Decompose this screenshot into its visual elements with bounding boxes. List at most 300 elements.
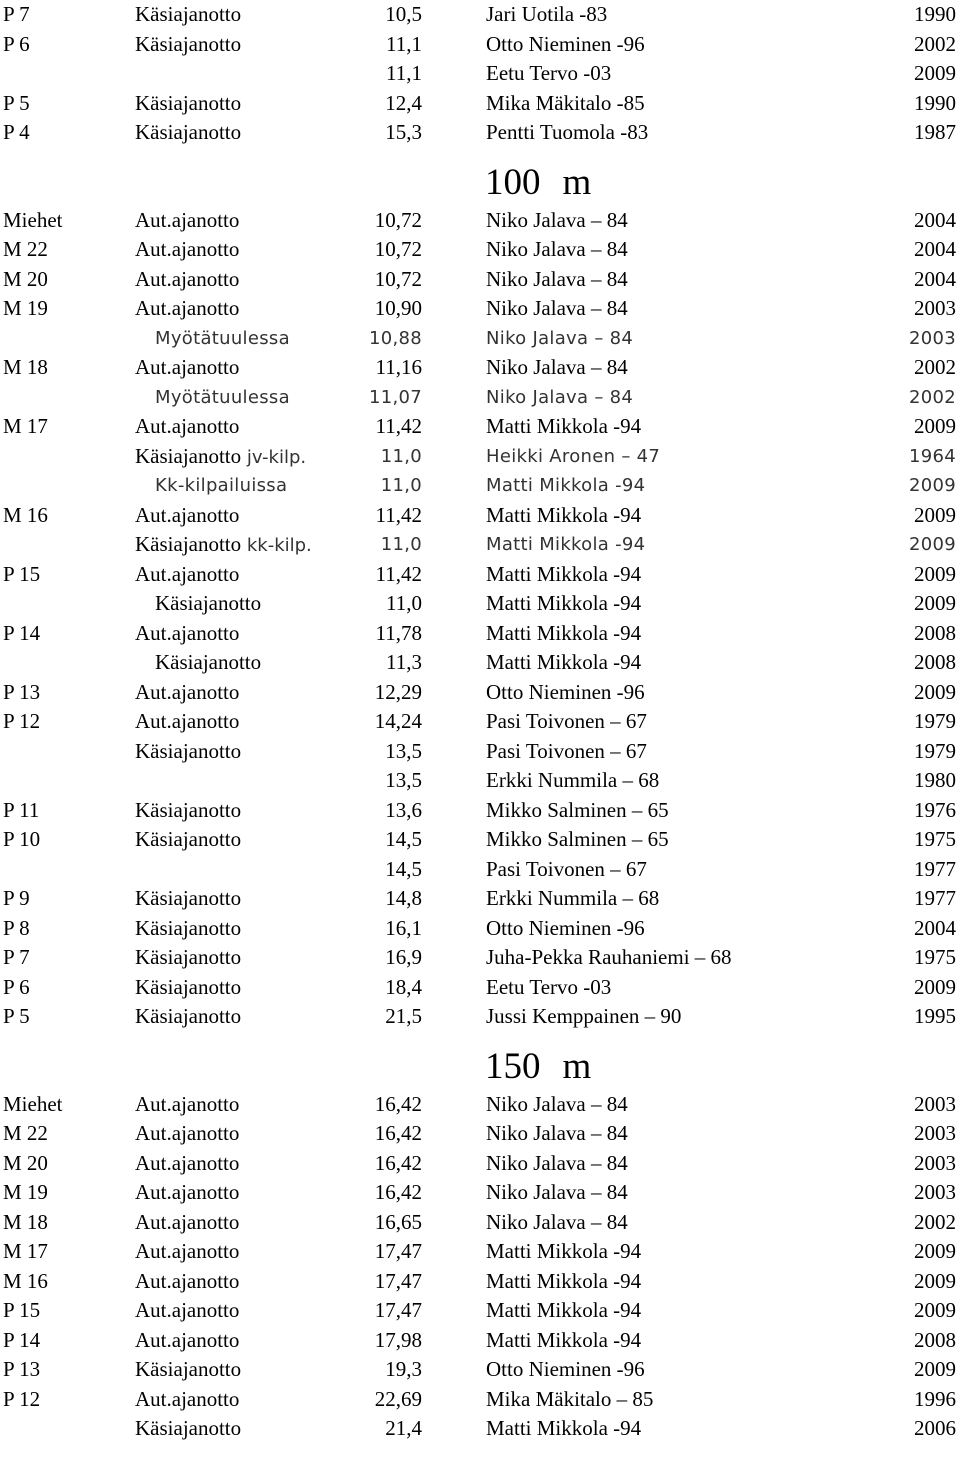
section-heading <box>0 1032 960 1090</box>
timing-method <box>135 206 239 236</box>
timing-method-label: Aut.ajanotto <box>135 296 240 320</box>
record-row <box>0 560 960 590</box>
record-row <box>0 294 960 324</box>
record-year: 2009 <box>914 1239 956 1263</box>
athlete-name: Erkki Nummila – 68 <box>486 768 660 792</box>
timing-method <box>135 1208 239 1238</box>
record-result: 21,5 <box>385 1004 422 1028</box>
athlete-name: Niko Jalava – 84 <box>486 207 628 232</box>
timing-method-label: Käsiajanotto <box>135 1416 242 1440</box>
record-year: 2004 <box>914 915 956 940</box>
timing-method <box>135 1326 239 1356</box>
record-result: 10,5 <box>385 2 422 26</box>
athlete-name: Matti Mikkola -94 <box>486 591 642 615</box>
timing-method-label: Aut.ajanotto <box>135 355 240 379</box>
age-class: P 12 <box>3 1386 41 1411</box>
record-row <box>0 206 960 236</box>
timing-method-label: Aut.ajanotto <box>135 414 240 438</box>
timing-method <box>135 442 306 473</box>
record-result: 14,5 <box>385 856 422 881</box>
timing-method-label: Käsiajanotto <box>135 2 242 26</box>
timing-method-label: Käsiajanotto <box>155 650 262 674</box>
athlete-name: Matti Mikkola -94 <box>486 620 642 645</box>
record-year: 2006 <box>914 1416 956 1440</box>
timing-method <box>135 0 241 30</box>
record-result: 13,5 <box>385 738 422 763</box>
athlete-name: Niko Jalava – 84 <box>486 355 628 379</box>
timing-method <box>135 412 239 442</box>
record-year: 2009 <box>908 534 956 555</box>
record-result: 12,4 <box>385 90 422 115</box>
record-result: 10,88 <box>368 327 422 349</box>
age-class: P 9 <box>3 886 30 910</box>
timing-method <box>135 619 239 649</box>
record-result: 11,16 <box>375 355 422 379</box>
record-row <box>0 678 960 708</box>
record-result: 11,42 <box>375 502 422 527</box>
record-result: 16,1 <box>385 915 422 940</box>
record-year: 2003 <box>908 327 956 349</box>
record-row <box>0 383 960 413</box>
athlete-name: Otto Nieminen -96 <box>486 1357 645 1381</box>
timing-method-label: Aut.ajanotto <box>135 237 240 261</box>
record-row <box>0 412 960 442</box>
record-row <box>0 324 960 354</box>
timing-method <box>135 678 239 708</box>
record-row <box>0 89 960 119</box>
record-row <box>0 471 960 501</box>
timing-method <box>155 471 287 501</box>
record-year: 2002 <box>908 386 956 408</box>
timing-method <box>135 884 241 914</box>
record-row <box>0 0 960 30</box>
record-row <box>0 1267 960 1297</box>
record-result: 10,72 <box>374 237 422 261</box>
record-row <box>0 796 960 826</box>
timing-method <box>135 560 239 590</box>
record-year: 2009 <box>914 414 956 438</box>
record-row <box>0 1002 960 1032</box>
timing-method-label: Aut.ajanotto <box>135 1386 240 1411</box>
timing-method <box>135 1178 239 1208</box>
record-year: 1977 <box>914 886 956 910</box>
heading-unit: m <box>562 1045 592 1087</box>
record-row <box>0 884 960 914</box>
age-class: P 13 <box>3 679 41 704</box>
timing-method <box>135 1267 239 1297</box>
age-class: M 18 <box>3 1209 48 1234</box>
timing-method <box>155 589 261 619</box>
record-result: 11,42 <box>375 561 422 586</box>
record-row <box>0 530 960 560</box>
athlete-name: Matti Mikkola -94 <box>486 1416 642 1440</box>
record-year: 2004 <box>914 207 956 232</box>
record-result: 11,42 <box>375 414 422 438</box>
timing-method-label: Aut.ajanotto <box>135 561 240 586</box>
age-class: P 7 <box>3 2 30 26</box>
record-result: 16,65 <box>374 1209 422 1234</box>
age-class: M 20 <box>3 266 48 291</box>
athlete-name: Mikko Salminen – 65 <box>486 797 669 822</box>
record-year: 2008 <box>914 650 956 674</box>
timing-method <box>135 1296 239 1326</box>
timing-method-label: Aut.ajanotto <box>135 1209 240 1234</box>
record-result: 16,42 <box>374 1091 422 1116</box>
timing-method-label: Käsiajanotto <box>135 886 242 910</box>
record-result: 17,47 <box>374 1298 422 1322</box>
timing-method <box>135 1414 241 1444</box>
timing-method-note: kk-kilp. <box>241 535 312 556</box>
timing-method <box>135 118 241 148</box>
timing-method <box>135 825 241 855</box>
record-row <box>0 619 960 649</box>
record-year: 1977 <box>914 856 956 881</box>
record-row <box>0 914 960 944</box>
athlete-name: Niko Jalava – 84 <box>486 327 634 349</box>
record-year: 1987 <box>914 120 956 144</box>
record-year: 2008 <box>914 620 956 645</box>
record-row <box>0 1149 960 1179</box>
athlete-name: Niko Jalava – 84 <box>486 1180 628 1204</box>
timing-method-label: Käsiajanotto <box>135 532 242 556</box>
record-result: 11,3 <box>386 650 422 674</box>
timing-method <box>135 265 239 295</box>
heading-unit: m <box>562 161 592 203</box>
timing-method <box>135 1002 241 1032</box>
timing-method-label: Aut.ajanotto <box>135 1268 240 1293</box>
athlete-name: Niko Jalava – 84 <box>486 1150 628 1175</box>
record-result: 13,6 <box>385 797 422 822</box>
timing-method-label: Aut.ajanotto <box>135 502 240 527</box>
timing-method-label: Käsiajanotto <box>135 31 242 56</box>
record-row <box>0 943 960 973</box>
record-result: 13,5 <box>385 768 422 792</box>
athlete-name: Matti Mikkola -94 <box>486 475 646 496</box>
timing-method-label: Käsiajanotto <box>135 827 242 851</box>
record-row <box>0 1414 960 1444</box>
record-result: 11,07 <box>368 386 422 408</box>
athlete-name: Matti Mikkola -94 <box>486 1239 642 1263</box>
record-year: 2008 <box>914 1327 956 1352</box>
age-class: P 14 <box>3 620 41 645</box>
record-year: 2003 <box>914 1091 956 1116</box>
athlete-name: Otto Nieminen -96 <box>486 915 645 940</box>
record-row <box>0 973 960 1003</box>
age-class: P 14 <box>3 1327 41 1352</box>
timing-method <box>135 1385 239 1415</box>
timing-method-label: Käsiajanotto <box>155 591 262 615</box>
timing-method-label: Aut.ajanotto <box>135 1121 240 1145</box>
athlete-name: Mika Mäkitalo – 85 <box>486 1386 654 1411</box>
age-class: P 11 <box>3 797 40 822</box>
athlete-name: Otto Nieminen -96 <box>486 679 645 704</box>
record-year: 2009 <box>914 591 956 615</box>
timing-method <box>135 914 241 944</box>
record-year: 2003 <box>914 1180 956 1204</box>
record-row <box>0 1237 960 1267</box>
record-year: 2009 <box>914 561 956 586</box>
record-row <box>0 737 960 767</box>
timing-method-note: jv-kilp. <box>241 446 307 468</box>
record-year: 2003 <box>914 1150 956 1175</box>
timing-method-label: Myötätuulessa <box>155 327 290 349</box>
timing-method-label: Käsiajanotto <box>135 974 242 999</box>
athlete-name: Pasi Toivonen – 67 <box>486 856 647 881</box>
timing-method <box>155 383 290 413</box>
timing-method <box>135 943 241 973</box>
age-class: P 4 <box>3 120 30 144</box>
record-year: 1975 <box>914 827 956 851</box>
record-year: 1990 <box>914 2 956 26</box>
record-result: 12,29 <box>374 679 422 704</box>
age-class: M 19 <box>3 1180 48 1204</box>
timing-method <box>135 1090 239 1120</box>
timing-method <box>135 235 239 265</box>
record-row <box>0 353 960 383</box>
athlete-name: Jussi Kemppainen – 90 <box>486 1004 682 1028</box>
athlete-name: Jari Uotila -83 <box>486 2 608 26</box>
record-year: 2009 <box>914 61 956 85</box>
athlete-name: Matti Mikkola -94 <box>486 1268 642 1293</box>
timing-method <box>135 707 239 737</box>
timing-method-label: Aut.ajanotto <box>135 709 240 733</box>
age-class: M 22 <box>3 1121 48 1145</box>
athlete-name: Eetu Tervo -03 <box>486 974 612 999</box>
record-year: 2004 <box>914 266 956 291</box>
timing-method-label: Käsiajanotto <box>135 90 242 115</box>
record-result: 11,1 <box>386 31 422 56</box>
timing-method-label: Aut.ajanotto <box>135 266 240 291</box>
athlete-name: Mikko Salminen – 65 <box>486 827 669 851</box>
age-class: P 13 <box>3 1357 41 1381</box>
record-result: 10,72 <box>374 266 422 291</box>
athlete-name: Niko Jalava – 84 <box>486 1091 628 1116</box>
record-row <box>0 59 960 89</box>
age-class: M 17 <box>3 1239 48 1263</box>
age-class: P 7 <box>3 945 30 969</box>
timing-method <box>135 294 239 324</box>
record-result: 11,0 <box>380 445 422 467</box>
record-row <box>0 766 960 796</box>
record-year: 2002 <box>914 31 956 56</box>
timing-method-label: Käsiajanotto <box>135 915 242 940</box>
athlete-name: Eetu Tervo -03 <box>486 61 612 85</box>
record-year: 1979 <box>914 709 956 733</box>
athlete-name: Pentti Tuomola -83 <box>486 120 649 144</box>
record-year: 2004 <box>914 237 956 261</box>
record-row <box>0 855 960 885</box>
age-class: M 19 <box>3 296 48 320</box>
record-row <box>0 1385 960 1415</box>
record-result: 17,98 <box>374 1327 422 1352</box>
athlete-name: Niko Jalava – 84 <box>486 266 628 291</box>
record-row <box>0 825 960 855</box>
record-row <box>0 1178 960 1208</box>
timing-method-label: Käsiajanotto <box>135 1357 242 1381</box>
age-class: P 12 <box>3 709 41 733</box>
record-year: 2003 <box>914 1121 956 1145</box>
age-class: P 6 <box>3 31 30 56</box>
age-class: M 16 <box>3 1268 48 1293</box>
record-result: 16,9 <box>385 945 422 969</box>
age-class: P 6 <box>3 974 30 999</box>
record-year: 2003 <box>914 296 956 320</box>
record-year: 1996 <box>914 1386 956 1411</box>
record-result: 11,1 <box>386 61 422 85</box>
record-year: 1976 <box>914 797 956 822</box>
record-year: 2002 <box>914 355 956 379</box>
timing-method-label: Aut.ajanotto <box>135 620 240 645</box>
timing-method <box>135 737 241 767</box>
age-class: M 16 <box>3 502 48 527</box>
record-result: 16,42 <box>374 1121 422 1145</box>
timing-method-label: Käsiajanotto <box>135 120 242 144</box>
athlete-name: Matti Mikkola -94 <box>486 534 646 555</box>
record-result: 14,5 <box>385 827 422 851</box>
timing-method-label: Käsiajanotto <box>135 945 242 969</box>
record-row <box>0 118 960 148</box>
timing-method <box>135 30 241 60</box>
record-row <box>0 442 960 472</box>
record-result: 18,4 <box>385 974 422 999</box>
record-year: 2009 <box>914 679 956 704</box>
record-row <box>0 1090 960 1120</box>
athlete-name: Matti Mikkola -94 <box>486 502 642 527</box>
age-class: P 10 <box>3 827 41 851</box>
record-result: 16,42 <box>374 1180 422 1204</box>
athlete-name: Niko Jalava – 84 <box>486 296 628 320</box>
record-year: 2009 <box>914 974 956 999</box>
record-year: 2009 <box>908 475 956 496</box>
athlete-name: Niko Jalava – 84 <box>486 386 634 408</box>
athlete-name: Erkki Nummila – 68 <box>486 886 660 910</box>
record-result: 10,72 <box>374 207 422 232</box>
record-row <box>0 589 960 619</box>
age-class: M 22 <box>3 237 48 261</box>
record-result: 17,47 <box>374 1268 422 1293</box>
record-row <box>0 1208 960 1238</box>
athlete-name: Matti Mikkola -94 <box>486 650 642 674</box>
athlete-name: Mika Mäkitalo -85 <box>486 90 645 115</box>
athlete-name: Juha-Pekka Rauhaniemi – 68 <box>486 945 732 969</box>
timing-method <box>135 89 241 119</box>
record-row <box>0 30 960 60</box>
timing-method-label: Aut.ajanotto <box>135 1150 240 1175</box>
timing-method-label: Aut.ajanotto <box>135 1239 240 1263</box>
record-result: 21,4 <box>385 1416 422 1440</box>
athlete-name: Pasi Toivonen – 67 <box>486 709 647 733</box>
record-result: 14,8 <box>385 886 422 910</box>
record-result: 17,47 <box>374 1239 422 1263</box>
record-row <box>0 1355 960 1385</box>
age-class: M 18 <box>3 355 48 379</box>
record-result: 11,0 <box>380 475 422 496</box>
age-class: P 15 <box>3 561 41 586</box>
timing-method-label: Myötätuulessa <box>155 386 290 408</box>
heading-distance: 150 <box>485 1045 541 1087</box>
record-row <box>0 501 960 531</box>
timing-method-label: Käsiajanotto <box>135 738 242 763</box>
record-row <box>0 1326 960 1356</box>
timing-method <box>135 973 241 1003</box>
record-year: 2009 <box>914 1357 956 1381</box>
timing-method <box>135 1119 239 1149</box>
record-year: 1964 <box>908 445 956 467</box>
record-result: 16,42 <box>374 1150 422 1175</box>
athlete-name: Niko Jalava – 84 <box>486 1209 628 1234</box>
age-class: M 17 <box>3 414 48 438</box>
timing-method <box>155 648 261 678</box>
record-year: 1979 <box>914 738 956 763</box>
age-class: M 20 <box>3 1150 48 1175</box>
record-year: 2009 <box>914 1268 956 1293</box>
record-year: 1995 <box>914 1004 956 1028</box>
record-row <box>0 648 960 678</box>
record-row <box>0 707 960 737</box>
athlete-name: Matti Mikkola -94 <box>486 1327 642 1352</box>
record-year: 2002 <box>914 1209 956 1234</box>
timing-method-label: Käsiajanotto <box>135 443 242 468</box>
record-result: 14,24 <box>374 709 422 733</box>
athlete-name: Matti Mikkola -94 <box>486 1298 642 1322</box>
record-year: 2009 <box>914 502 956 527</box>
age-class: P 8 <box>3 915 30 940</box>
age-class: P 5 <box>3 90 30 115</box>
timing-method-label: Kk-kilpailuissa <box>155 475 288 496</box>
record-row <box>0 1119 960 1149</box>
record-result: 10,90 <box>374 296 422 320</box>
section-heading <box>0 148 960 206</box>
heading-distance: 100 <box>485 161 541 203</box>
athlete-name: Matti Mikkola -94 <box>486 414 642 438</box>
record-year: 1975 <box>914 945 956 969</box>
record-result: 15,3 <box>385 120 422 144</box>
timing-method <box>135 1237 239 1267</box>
timing-method-label: Aut.ajanotto <box>135 1180 240 1204</box>
record-year: 1990 <box>914 90 956 115</box>
record-year: 1980 <box>914 768 956 792</box>
age-class: Miehet <box>3 207 63 232</box>
timing-method <box>135 530 312 561</box>
record-result: 11,78 <box>375 620 422 645</box>
timing-method <box>135 353 239 383</box>
timing-method-label: Käsiajanotto <box>135 1004 242 1028</box>
age-class: P 5 <box>3 1004 30 1028</box>
athlete-name: Matti Mikkola -94 <box>486 561 642 586</box>
record-row <box>0 1296 960 1326</box>
timing-method-label: Aut.ajanotto <box>135 1091 240 1116</box>
record-row <box>0 235 960 265</box>
athlete-name: Niko Jalava – 84 <box>486 237 628 261</box>
athlete-name: Pasi Toivonen – 67 <box>486 738 647 763</box>
age-class: P 15 <box>3 1298 41 1322</box>
timing-method <box>135 1149 239 1179</box>
record-result: 11,0 <box>386 591 422 615</box>
timing-method <box>135 796 241 826</box>
timing-method <box>135 1355 241 1385</box>
athlete-name: Niko Jalava – 84 <box>486 1121 628 1145</box>
age-class: Miehet <box>3 1091 63 1116</box>
record-result: 11,0 <box>380 534 422 555</box>
record-result: 19,3 <box>385 1357 422 1381</box>
athlete-name: Heikki Aronen – 47 <box>486 445 661 467</box>
timing-method-label: Aut.ajanotto <box>135 207 240 232</box>
timing-method <box>135 501 239 531</box>
athlete-name: Otto Nieminen -96 <box>486 31 645 56</box>
record-year: 2009 <box>914 1298 956 1322</box>
timing-method <box>155 324 290 354</box>
timing-method-label: Käsiajanotto <box>135 797 242 822</box>
